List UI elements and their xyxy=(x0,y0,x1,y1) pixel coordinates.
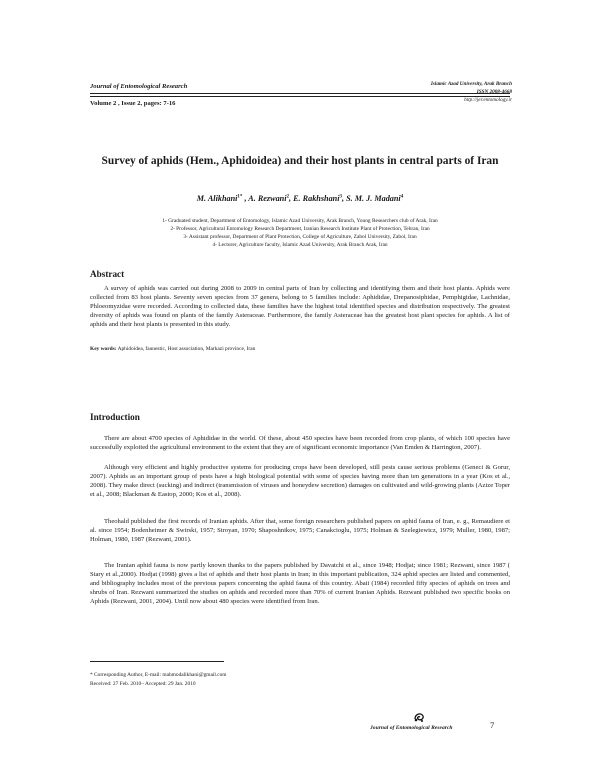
author-sep: , xyxy=(289,194,294,203)
received-accepted: Received: 27 Feb. 2010– Accepted: 29 Jan. 2010 xyxy=(90,681,196,687)
intro-paragraph-1: There are about 4700 species of Aphididae in the world. Of these, about 450 species have been recorded from crop plants, of which 100 species have successfully exploited the agricultural environment to the extent that they are of significant economic importance (Van Emden & Harrington, 2007). xyxy=(90,435,510,451)
intro-paragraph-3: Theohald published the first records of Iranian aphids. After that, some foreign researchers published papers on aphid fauna of Iran, e. g., Remaudiere et al. since 1954; Bodenheimer & Swirski, 1957; Stroyan, 1970; Shaposhnikov, 1975; Canakcioglu, 1975; Holman & Szelegiewicz, 1979; Muller, 1980, 1987; Holman, 1980, 1987 (Rezwani, 2001). xyxy=(90,518,510,543)
intro-paragraph-4: The Iranian aphid fauna is now partly known thanks to the papers published by Davatchi et al., since 1948; Hodjat; since 1981; Rezwani, since 1987 ( Stary et al.,2000). Hodjat (1998) gives a list of aphids and their host plants in Iran; in this important publication, 324 aphid species are listed and commented, and bibliography includes most of the previous papers concerning the aphid fauna of this country. Abaii (1984) recorded fifty species of aphids on trees and shrubs of Iran. Rezwani summarized the studies on aphids and recorded more than 70% of current Iranian Aphids. Rezwani published two specific books on Aphids (Rezwani, 2001, 2004). Until now about 480 species were identified from Iran. xyxy=(90,562,510,605)
author-sup: 4 xyxy=(400,194,404,200)
author-name: M. Alikhani xyxy=(196,194,238,203)
keywords xyxy=(90,346,510,352)
university-name: Islamic Azad University, Arak Branch xyxy=(430,81,512,87)
abstract-text: A survey of aphids was carried out during 2008 to 2009 in central parts of Iran by collecting and identifying them and their host plants. Aphids were collected from 83 host plants. Seventy seven species from 37 genera, belong to 5 families include: Aphididae, Drepanosiphidae, Pemphigidae, Lachnidae, Phloeomyzidae were recorded. According to collected data, these families have the highest total identified species and distribution respectively. The greatest diversity of aphids was found on plants of the family Asteraceae. Furthermore, the family Asteraceae has the greatest host plant species for aphids. A list of aphids and their host plants is presented in this study. xyxy=(90,285,510,328)
footnote-rule xyxy=(90,661,224,662)
abstract-heading: Abstract xyxy=(90,269,125,279)
affiliation-1: 1- Graduated student, Department of Entomology, Islamic Azad University, Arak Branch, Young Researchers club of Arak, Iran xyxy=(162,218,438,224)
page-number: 7 xyxy=(490,720,495,730)
corresponding-author: * Corresponding Author, E-mail: mahmodalikhani@gmail.com xyxy=(90,672,227,678)
author-sup: 3 xyxy=(339,194,343,200)
author-sep: , xyxy=(342,194,347,203)
volume-info: Volume 2 , Issue 2, pages: 7-16 xyxy=(90,100,176,107)
affiliation-4: 4- Lecturer, Agriculture faculty, Islamic Azad University, Arak Branch Arak, Iran xyxy=(212,242,388,248)
journal-name: Journal of Entomological Research xyxy=(90,83,188,90)
author-name: A. Rezwani xyxy=(248,194,287,203)
journal-logo-icon xyxy=(412,710,426,724)
affiliation-2: 2- Professor, Agricultural Entomology Research Department, Iranian Research Institute Plant of Protection, Tehran, Iran xyxy=(170,226,430,232)
author-sup: 2 xyxy=(286,194,289,200)
author-name: S. M. J. Madani xyxy=(346,194,401,203)
author-name: E. Rakhshani xyxy=(293,194,340,203)
keywords-text: Aphidoidea, faunestic, Host association, Markazi province, Iran xyxy=(116,346,256,352)
introduction-heading: Introduction xyxy=(90,412,140,422)
issn: ISSN 2008-4668 xyxy=(476,89,512,95)
journal-url[interactable]: http://jer.entomology.ir xyxy=(464,97,512,103)
footer-journal-name: Journal of Entomological Research xyxy=(370,725,453,731)
keywords-label: Key words: xyxy=(90,346,117,352)
author-list xyxy=(90,194,510,203)
author-sep: , xyxy=(242,194,249,203)
author-sup: 1* xyxy=(237,194,243,200)
affiliation-3: 3- Assistant professor, Department of Plant Protection, College of Agriculture, Zabol University, Zabol, Iran xyxy=(183,234,417,240)
intro-paragraph-2: Although very efficient and highly productive systems for producing crops have been developed, still pests cause serious problems (Geneci & Gorur, 2007). Aphids as an important group of pests have a high biological potential with some of species having more than ten generations in a year (Kos et al., 2008). They make direct (sucking) and indirect (transmission of viruses and honeydew secretion) damages on cultivated and wild-growing plants (Azize Toper et al., 2008; Blackman & Eastop, 2000; Kos et al., 2008). xyxy=(90,464,510,498)
paper-title: Survey of aphids (Hem., Aphidoidea) and their host plants in central parts of Iran xyxy=(101,155,499,167)
